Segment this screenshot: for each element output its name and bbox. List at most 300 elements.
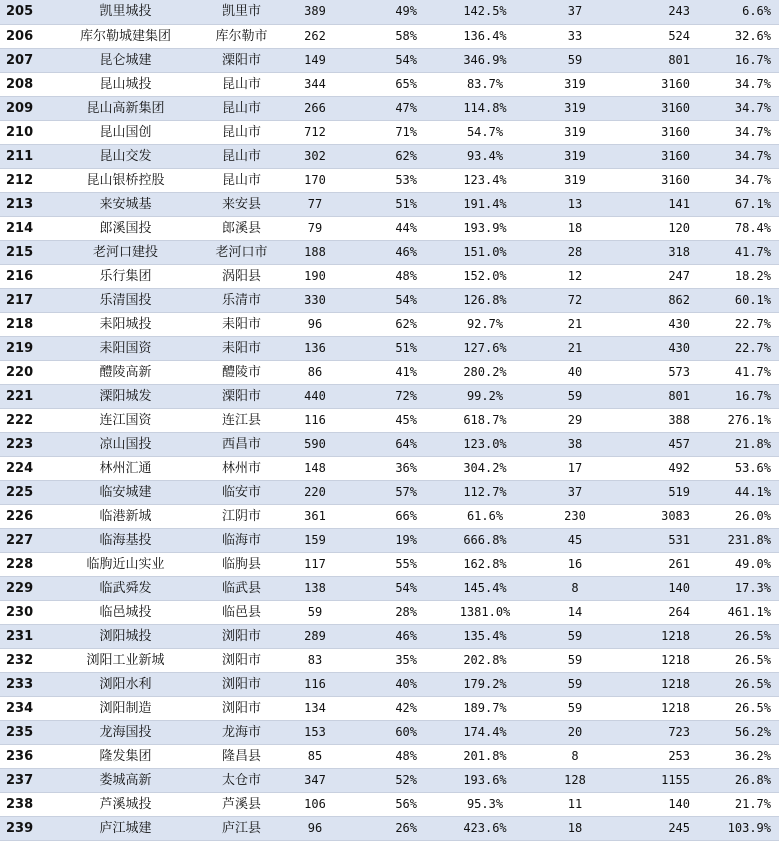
cell-value-a: 138 [290, 576, 340, 600]
cell-ratio-b: 202.8% [435, 648, 535, 672]
cell-rank: 220 [0, 360, 58, 384]
cell-value-c: 723 [615, 720, 710, 744]
cell-rank: 236 [0, 744, 58, 768]
cell-value-b: 319 [535, 144, 615, 168]
cell-company-name: 浏阳水利 [58, 672, 193, 696]
cell-value-c: 801 [615, 48, 710, 72]
cell-company-name: 临邑城投 [58, 600, 193, 624]
cell-ratio-b: 280.2% [435, 360, 535, 384]
cell-company-name: 芦溪城投 [58, 792, 193, 816]
cell-city: 昆山市 [193, 72, 290, 96]
cell-company-name: 临海基投 [58, 528, 193, 552]
cell-company-name: 凯里城投 [58, 0, 193, 24]
cell-ratio-c: 67.1% [710, 192, 779, 216]
cell-ratio-b: 54.7% [435, 120, 535, 144]
cell-ratio-b: 151.0% [435, 240, 535, 264]
cell-ratio-c: 461.1% [710, 600, 779, 624]
cell-city: 醴陵市 [193, 360, 290, 384]
cell-value-a: 590 [290, 432, 340, 456]
cell-value-c: 318 [615, 240, 710, 264]
cell-value-b: 72 [535, 288, 615, 312]
table-row [0, 696, 779, 720]
cell-city: 林州市 [193, 456, 290, 480]
cell-value-a: 344 [290, 72, 340, 96]
cell-value-c: 3160 [615, 96, 710, 120]
cell-city: 江阴市 [193, 504, 290, 528]
cell-value-a: 116 [290, 672, 340, 696]
cell-ratio-b: 174.4% [435, 720, 535, 744]
cell-company-name: 库尔勒城建集团 [58, 24, 193, 48]
table-row [0, 144, 779, 168]
cell-ratio-a: 52% [340, 768, 435, 792]
cell-value-b: 319 [535, 120, 615, 144]
cell-city: 昆山市 [193, 120, 290, 144]
cell-ratio-c: 18.2% [710, 264, 779, 288]
cell-rank: 239 [0, 816, 58, 840]
cell-value-a: 347 [290, 768, 340, 792]
cell-ratio-a: 72% [340, 384, 435, 408]
cell-rank: 233 [0, 672, 58, 696]
cell-ratio-b: 189.7% [435, 696, 535, 720]
table-row [0, 96, 779, 120]
cell-company-name: 昆山城投 [58, 72, 193, 96]
cell-value-a: 262 [290, 24, 340, 48]
cell-ratio-b: 152.0% [435, 264, 535, 288]
cell-rank: 212 [0, 168, 58, 192]
cell-ratio-b: 136.4% [435, 24, 535, 48]
cell-ratio-b: 142.5% [435, 0, 535, 24]
cell-value-c: 3083 [615, 504, 710, 528]
cell-ratio-b: 423.6% [435, 816, 535, 840]
cell-ratio-b: 346.9% [435, 48, 535, 72]
cell-rank: 218 [0, 312, 58, 336]
cell-rank: 222 [0, 408, 58, 432]
cell-city: 溧阳市 [193, 48, 290, 72]
cell-value-c: 531 [615, 528, 710, 552]
cell-ratio-c: 22.7% [710, 312, 779, 336]
cell-city: 临邑县 [193, 600, 290, 624]
cell-value-b: 21 [535, 312, 615, 336]
cell-value-b: 37 [535, 0, 615, 24]
cell-ratio-a: 36% [340, 456, 435, 480]
cell-company-name: 林州汇通 [58, 456, 193, 480]
table-row [0, 672, 779, 696]
cell-value-a: 96 [290, 312, 340, 336]
cell-ratio-b: 99.2% [435, 384, 535, 408]
cell-ratio-c: 34.7% [710, 144, 779, 168]
cell-value-c: 492 [615, 456, 710, 480]
cell-ratio-b: 112.7% [435, 480, 535, 504]
cell-city: 溧阳市 [193, 384, 290, 408]
cell-ratio-a: 45% [340, 408, 435, 432]
cell-value-a: 148 [290, 456, 340, 480]
cell-value-b: 319 [535, 72, 615, 96]
cell-value-c: 1218 [615, 624, 710, 648]
table-row [0, 600, 779, 624]
table-row [0, 192, 779, 216]
cell-rank: 228 [0, 552, 58, 576]
cell-value-b: 319 [535, 96, 615, 120]
cell-value-a: 96 [290, 816, 340, 840]
cell-ratio-b: 95.3% [435, 792, 535, 816]
table-row [0, 816, 779, 840]
table-row [0, 72, 779, 96]
cell-ratio-b: 126.8% [435, 288, 535, 312]
cell-company-name: 凉山国投 [58, 432, 193, 456]
table-row [0, 168, 779, 192]
cell-company-name: 临朐近山实业 [58, 552, 193, 576]
cell-company-name: 昆山高新集团 [58, 96, 193, 120]
cell-ratio-b: 304.2% [435, 456, 535, 480]
cell-value-b: 59 [535, 696, 615, 720]
cell-ratio-b: 83.7% [435, 72, 535, 96]
cell-company-name: 乐清国投 [58, 288, 193, 312]
cell-value-b: 8 [535, 744, 615, 768]
cell-value-c: 120 [615, 216, 710, 240]
cell-company-name: 老河口建投 [58, 240, 193, 264]
cell-rank: 221 [0, 384, 58, 408]
cell-ratio-c: 41.7% [710, 360, 779, 384]
cell-ratio-a: 57% [340, 480, 435, 504]
cell-ratio-c: 36.2% [710, 744, 779, 768]
cell-value-b: 33 [535, 24, 615, 48]
cell-value-c: 1155 [615, 768, 710, 792]
cell-ratio-a: 26% [340, 816, 435, 840]
cell-company-name: 昆山银桥控股 [58, 168, 193, 192]
table-row [0, 744, 779, 768]
cell-ratio-c: 26.5% [710, 672, 779, 696]
cell-ratio-c: 26.5% [710, 624, 779, 648]
cell-value-a: 712 [290, 120, 340, 144]
cell-value-b: 40 [535, 360, 615, 384]
cell-city: 老河口市 [193, 240, 290, 264]
table-row [0, 360, 779, 384]
cell-value-a: 170 [290, 168, 340, 192]
cell-value-c: 1218 [615, 696, 710, 720]
cell-ratio-a: 51% [340, 192, 435, 216]
cell-ratio-b: 162.8% [435, 552, 535, 576]
cell-ratio-c: 22.7% [710, 336, 779, 360]
cell-ratio-c: 16.7% [710, 48, 779, 72]
cell-ratio-b: 618.7% [435, 408, 535, 432]
cell-value-a: 266 [290, 96, 340, 120]
cell-value-b: 17 [535, 456, 615, 480]
cell-ratio-b: 191.4% [435, 192, 535, 216]
table-row [0, 432, 779, 456]
cell-ratio-b: 123.0% [435, 432, 535, 456]
cell-city: 太仓市 [193, 768, 290, 792]
cell-value-a: 116 [290, 408, 340, 432]
cell-ratio-a: 49% [340, 0, 435, 24]
cell-city: 昆山市 [193, 168, 290, 192]
cell-ratio-a: 65% [340, 72, 435, 96]
cell-ratio-c: 44.1% [710, 480, 779, 504]
cell-value-c: 524 [615, 24, 710, 48]
cell-rank: 206 [0, 24, 58, 48]
cell-value-b: 14 [535, 600, 615, 624]
cell-ratio-a: 28% [340, 600, 435, 624]
cell-value-a: 85 [290, 744, 340, 768]
cell-ratio-c: 26.5% [710, 696, 779, 720]
cell-value-c: 243 [615, 0, 710, 24]
cell-ratio-a: 56% [340, 792, 435, 816]
cell-company-name: 醴陵高新 [58, 360, 193, 384]
cell-value-c: 261 [615, 552, 710, 576]
cell-value-b: 128 [535, 768, 615, 792]
cell-value-b: 16 [535, 552, 615, 576]
cell-value-b: 13 [535, 192, 615, 216]
cell-ratio-b: 123.4% [435, 168, 535, 192]
cell-value-b: 12 [535, 264, 615, 288]
cell-rank: 232 [0, 648, 58, 672]
cell-value-b: 21 [535, 336, 615, 360]
cell-value-b: 8 [535, 576, 615, 600]
cell-company-name: 溧阳城发 [58, 384, 193, 408]
cell-ratio-c: 26.5% [710, 648, 779, 672]
cell-ratio-a: 58% [340, 24, 435, 48]
cell-value-b: 59 [535, 672, 615, 696]
cell-ratio-a: 19% [340, 528, 435, 552]
cell-company-name: 浏阳城投 [58, 624, 193, 648]
table-row [0, 456, 779, 480]
cell-company-name: 乐行集团 [58, 264, 193, 288]
cell-value-b: 38 [535, 432, 615, 456]
cell-value-a: 361 [290, 504, 340, 528]
cell-ratio-c: 32.6% [710, 24, 779, 48]
cell-ratio-b: 92.7% [435, 312, 535, 336]
cell-ratio-a: 42% [340, 696, 435, 720]
cell-value-c: 430 [615, 312, 710, 336]
cell-ratio-a: 35% [340, 648, 435, 672]
cell-value-a: 153 [290, 720, 340, 744]
table-row [0, 24, 779, 48]
cell-ratio-a: 54% [340, 576, 435, 600]
cell-rank: 207 [0, 48, 58, 72]
cell-ratio-c: 6.6% [710, 0, 779, 24]
cell-ratio-b: 114.8% [435, 96, 535, 120]
cell-city: 耒阳市 [193, 336, 290, 360]
cell-value-b: 18 [535, 216, 615, 240]
cell-rank: 223 [0, 432, 58, 456]
cell-company-name: 临港新城 [58, 504, 193, 528]
cell-ratio-a: 48% [340, 744, 435, 768]
cell-city: 浏阳市 [193, 648, 290, 672]
cell-ratio-c: 21.7% [710, 792, 779, 816]
cell-ratio-c: 34.7% [710, 96, 779, 120]
cell-value-c: 140 [615, 576, 710, 600]
cell-value-b: 11 [535, 792, 615, 816]
cell-company-name: 临武舜发 [58, 576, 193, 600]
cell-city: 西昌市 [193, 432, 290, 456]
cell-rank: 224 [0, 456, 58, 480]
cell-city: 凯里市 [193, 0, 290, 24]
cell-city: 临安市 [193, 480, 290, 504]
cell-ratio-a: 54% [340, 288, 435, 312]
table-row [0, 120, 779, 144]
cell-value-b: 319 [535, 168, 615, 192]
cell-value-c: 245 [615, 816, 710, 840]
table-row [0, 264, 779, 288]
cell-ratio-b: 61.6% [435, 504, 535, 528]
cell-rank: 235 [0, 720, 58, 744]
cell-value-b: 59 [535, 624, 615, 648]
cell-ratio-c: 17.3% [710, 576, 779, 600]
cell-ratio-a: 54% [340, 48, 435, 72]
cell-value-c: 1218 [615, 672, 710, 696]
cell-value-a: 134 [290, 696, 340, 720]
cell-value-b: 45 [535, 528, 615, 552]
cell-ratio-a: 66% [340, 504, 435, 528]
cell-value-c: 1218 [615, 648, 710, 672]
cell-ratio-a: 40% [340, 672, 435, 696]
cell-rank: 229 [0, 576, 58, 600]
table-row [0, 384, 779, 408]
cell-company-name: 昆仑城建 [58, 48, 193, 72]
cell-company-name: 连江国资 [58, 408, 193, 432]
cell-rank: 208 [0, 72, 58, 96]
cell-value-a: 136 [290, 336, 340, 360]
cell-rank: 225 [0, 480, 58, 504]
cell-ratio-b: 135.4% [435, 624, 535, 648]
cell-ratio-c: 26.0% [710, 504, 779, 528]
cell-city: 涡阳县 [193, 264, 290, 288]
cell-city: 耒阳市 [193, 312, 290, 336]
cell-ratio-a: 62% [340, 312, 435, 336]
cell-value-c: 140 [615, 792, 710, 816]
cell-city: 庐江县 [193, 816, 290, 840]
cell-ratio-a: 60% [340, 720, 435, 744]
cell-value-a: 440 [290, 384, 340, 408]
cell-rank: 209 [0, 96, 58, 120]
cell-rank: 234 [0, 696, 58, 720]
cell-value-a: 83 [290, 648, 340, 672]
cell-rank: 216 [0, 264, 58, 288]
cell-company-name: 昆山交发 [58, 144, 193, 168]
table-row [0, 720, 779, 744]
cell-rank: 227 [0, 528, 58, 552]
cell-city: 临朐县 [193, 552, 290, 576]
cell-rank: 213 [0, 192, 58, 216]
cell-ratio-c: 60.1% [710, 288, 779, 312]
cell-ratio-a: 55% [340, 552, 435, 576]
cell-rank: 231 [0, 624, 58, 648]
cell-value-b: 18 [535, 816, 615, 840]
cell-value-c: 3160 [615, 120, 710, 144]
cell-ratio-b: 193.9% [435, 216, 535, 240]
cell-value-a: 77 [290, 192, 340, 216]
cell-value-a: 149 [290, 48, 340, 72]
cell-ratio-a: 62% [340, 144, 435, 168]
cell-city: 临海市 [193, 528, 290, 552]
cell-ratio-a: 46% [340, 624, 435, 648]
cell-company-name: 耒阳国资 [58, 336, 193, 360]
table-row [0, 528, 779, 552]
table-row [0, 408, 779, 432]
cell-ratio-c: 16.7% [710, 384, 779, 408]
table-row [0, 504, 779, 528]
cell-rank: 205 [0, 0, 58, 24]
cell-value-b: 28 [535, 240, 615, 264]
table-row [0, 792, 779, 816]
cell-city: 浏阳市 [193, 624, 290, 648]
cell-value-b: 20 [535, 720, 615, 744]
cell-value-c: 3160 [615, 168, 710, 192]
cell-ratio-c: 26.8% [710, 768, 779, 792]
cell-company-name: 郎溪国投 [58, 216, 193, 240]
cell-value-c: 862 [615, 288, 710, 312]
cell-value-a: 389 [290, 0, 340, 24]
cell-ratio-b: 193.6% [435, 768, 535, 792]
table-row [0, 552, 779, 576]
cell-value-b: 230 [535, 504, 615, 528]
cell-value-b: 59 [535, 648, 615, 672]
cell-city: 临武县 [193, 576, 290, 600]
cell-ratio-a: 44% [340, 216, 435, 240]
cell-value-b: 59 [535, 48, 615, 72]
cell-company-name: 耒阳城投 [58, 312, 193, 336]
cell-ratio-c: 56.2% [710, 720, 779, 744]
cell-value-b: 37 [535, 480, 615, 504]
cell-value-a: 330 [290, 288, 340, 312]
cell-ratio-b: 93.4% [435, 144, 535, 168]
cell-ratio-a: 47% [340, 96, 435, 120]
cell-ratio-c: 53.6% [710, 456, 779, 480]
cell-value-a: 289 [290, 624, 340, 648]
cell-rank: 237 [0, 768, 58, 792]
cell-ratio-c: 41.7% [710, 240, 779, 264]
cell-city: 库尔勒市 [193, 24, 290, 48]
cell-ratio-c: 34.7% [710, 120, 779, 144]
cell-ratio-b: 666.8% [435, 528, 535, 552]
cell-ratio-a: 41% [340, 360, 435, 384]
cell-rank: 211 [0, 144, 58, 168]
cell-ratio-c: 78.4% [710, 216, 779, 240]
cell-value-a: 190 [290, 264, 340, 288]
cell-value-b: 29 [535, 408, 615, 432]
table-row [0, 336, 779, 360]
cell-ratio-a: 71% [340, 120, 435, 144]
cell-ratio-b: 127.6% [435, 336, 535, 360]
cell-city: 昆山市 [193, 96, 290, 120]
cell-value-a: 79 [290, 216, 340, 240]
cell-value-c: 801 [615, 384, 710, 408]
cell-value-c: 264 [615, 600, 710, 624]
cell-ratio-b: 145.4% [435, 576, 535, 600]
cell-value-c: 253 [615, 744, 710, 768]
cell-value-c: 3160 [615, 72, 710, 96]
cell-ratio-c: 103.9% [710, 816, 779, 840]
cell-rank: 217 [0, 288, 58, 312]
cell-company-name: 娄城高新 [58, 768, 193, 792]
cell-rank: 214 [0, 216, 58, 240]
cell-value-c: 430 [615, 336, 710, 360]
cell-ratio-b: 201.8% [435, 744, 535, 768]
cell-ratio-c: 34.7% [710, 168, 779, 192]
cell-ratio-b: 179.2% [435, 672, 535, 696]
table-row [0, 48, 779, 72]
cell-city: 乐清市 [193, 288, 290, 312]
table-row [0, 240, 779, 264]
cell-city: 来安县 [193, 192, 290, 216]
table-row [0, 576, 779, 600]
cell-value-a: 59 [290, 600, 340, 624]
cell-ratio-b: 1381.0% [435, 600, 535, 624]
cell-rank: 215 [0, 240, 58, 264]
cell-city: 隆昌县 [193, 744, 290, 768]
cell-ratio-c: 34.7% [710, 72, 779, 96]
cell-rank: 238 [0, 792, 58, 816]
cell-ratio-c: 21.8% [710, 432, 779, 456]
